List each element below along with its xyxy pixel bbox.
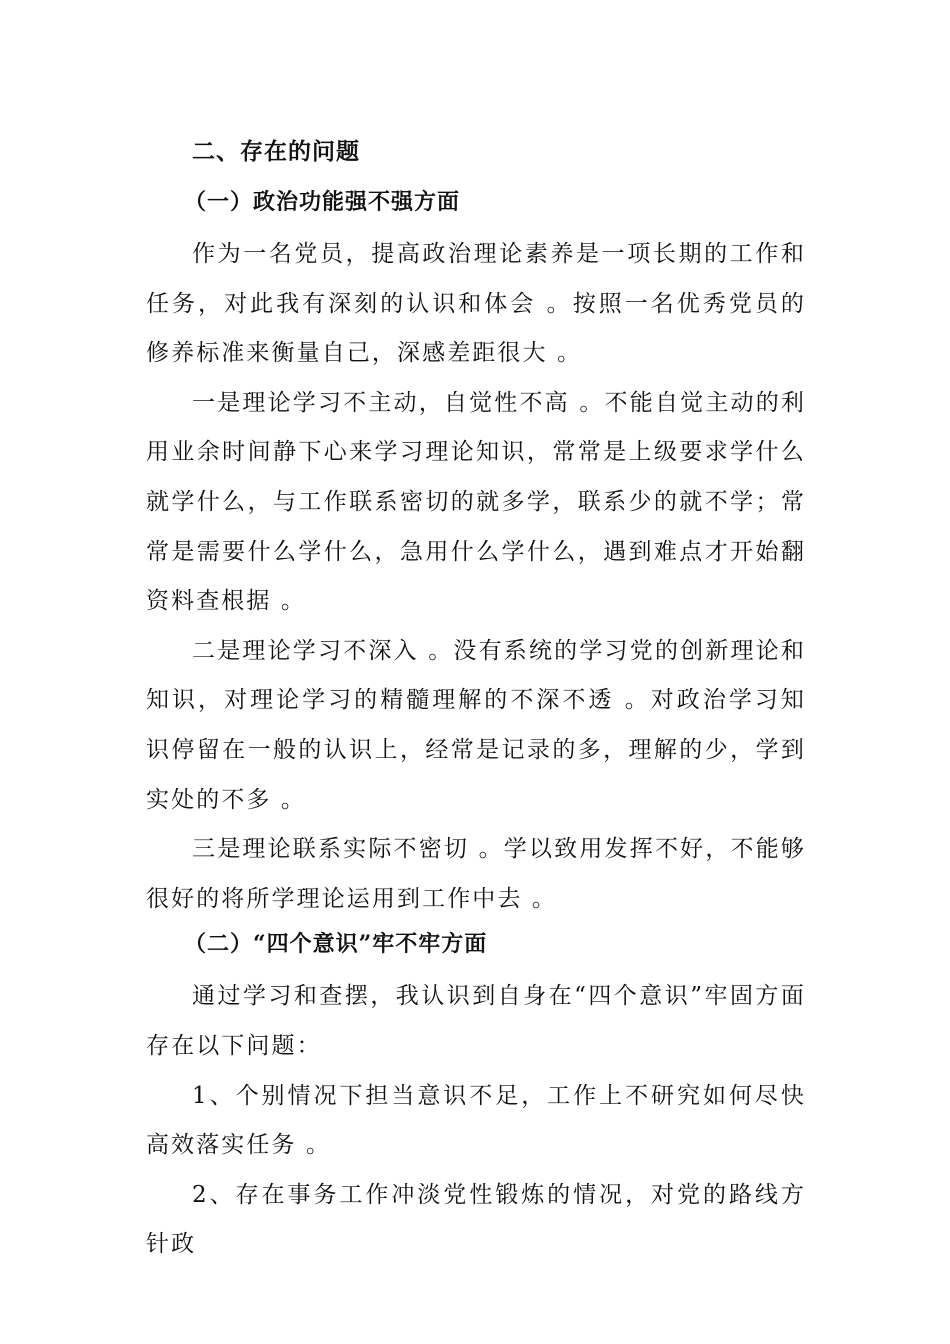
- subsection-title-2: （二）“四个意识”牢不牢方面: [184, 931, 488, 958]
- paragraph-4: 三是理论联系实际不密切 。学以致用发挥不好，不能够很好的将所学理论运用到工作中去 。: [146, 836, 806, 912]
- subsection-title-1: （一）政治功能强不强方面: [184, 189, 461, 215]
- paragraph-1: 作为一名党员，提高政治理论素养是一项长期的工作和任务，对此我有深刻的认识和体会 。按照一名优秀党员的修养标准来衡量自己，深感差距很大 。: [146, 241, 806, 367]
- paragraph-3: 二是理论学习不深入 。没有系统的学习党的创新理论和知识，对理论学习的精髓理解的不深不透 。对政治学习知识停留在一般的认识上，经常是记录的多，理解的少，学到实处的不多 。: [146, 637, 806, 813]
- section-title: 二、存在的问题: [192, 138, 360, 165]
- paragraph-2: 一是理论学习不主动，自觉性不高 。不能自觉主动的利用业余时间静下心来学习理论知识，常常是上级要求学什么就学什么，与工作联系密切的就多学，联系少的就不学；常常是需要什么学什么，急用什么学什么，遇到难点才开始翻资料查根据 。: [146, 389, 806, 615]
- paragraph-7: 2、存在事务工作冲淡党性锻炼的情况，对党的路线方针政: [146, 1181, 806, 1258]
- document-page: [146, 132, 806, 1270]
- paragraph-6: 1、个别情况下担当意识不足，工作上不研究如何尽快高效落实任务 。: [146, 1082, 806, 1159]
- paragraph-5: 通过学习和查摆，我认识到自身在“四个意识”牢固方面存在以下问题：: [146, 983, 806, 1059]
